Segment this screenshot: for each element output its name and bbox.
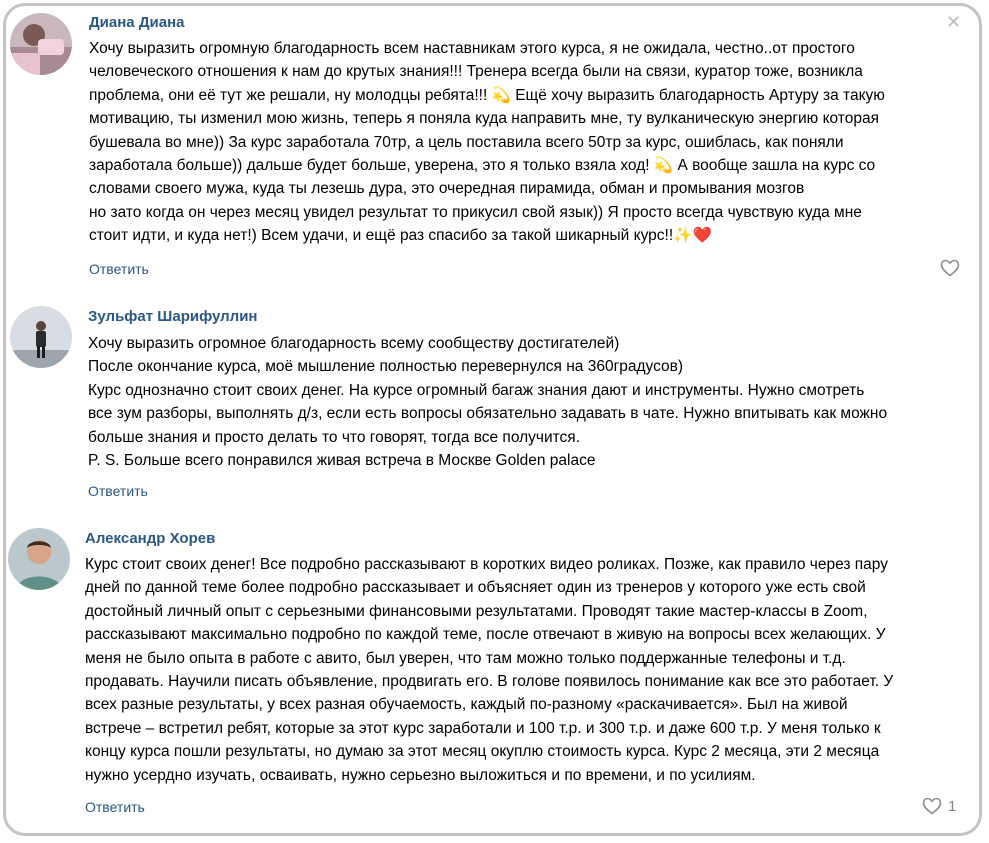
comment-line: продавать. Научили писать объявление, продвигать его. В голове появилось понимание как все это работает. У (85, 673, 894, 691)
comment-line: меня не было опыта в работе с авито, был уверен, что там можно только поддержанные телефоны и т.д. (85, 649, 846, 667)
like-button[interactable] (922, 797, 956, 815)
comment-line: нужно усердно изучать, осваивать, нужно серьезно выложиться и по времени, и по усилиям. (85, 766, 756, 784)
comment-line: стоит идти, и куда нет!) Всем удачи, и ещё раз спасибо за такой шикарный курс!!✨❤️ (89, 227, 712, 245)
comment-line: словами своего мужа, куда ты лезешь дура, это очередная пирамида, обман и промывания мозгов (89, 180, 805, 198)
comment-text (85, 553, 893, 787)
comment-line: После окончание курса, моё мышление полностью перевернулся на 360градусов) (88, 358, 684, 376)
comment-line: Хочу выразить огромное благодарность всему сообществу достигателей) (88, 335, 620, 352)
comment-line: всех разные результаты, у всех разная обучаемость, каждый по-разному «раскачивается». Был на живой (85, 696, 848, 714)
comment-author[interactable]: Зульфат Шарифуллин (88, 308, 258, 325)
comment-line: концу курса пошли результаты, но думаю за этот месяц окуплю стоимость курса. Курс 2 месяца, эти 2 месяца (85, 743, 880, 761)
comment-line: все зум разборы, выполнять д/з, если есть вопросы обязательно задавать в чате. Нужно впитывать как можно (88, 405, 888, 423)
avatar[interactable] (10, 13, 72, 75)
comment-line: бушевала во мне)) За курс заработала 70тр, а цель поставила всего 50тр за курс, ошиблась, как поняли (89, 133, 844, 151)
comment-text (88, 332, 887, 472)
comment-line: человеческого отношения к нам до крутых знания!!! Тренера всегда были на связи, куратор тоже, возникла (89, 63, 863, 81)
comment-line: заработала больше)) дальше будет больше, уверена, это я только взяла ход! 💫 А вообще зашла на курс со (89, 157, 876, 175)
comment-line: Хочу выразить огромную благодарность всем наставникам этого курса, я не ожидала, честно..от простого (89, 40, 855, 57)
reply-button[interactable]: Ответить (88, 483, 148, 499)
comment-line: достойный личный опыт с серьезными финансовыми результатами. Проводят такие мастер-классы в Zoom, (85, 602, 868, 620)
comment-text (89, 37, 885, 248)
reply-button[interactable]: Ответить (85, 799, 145, 815)
comment-line: встрече – встретил ребят, которые за этот курс заработали и 100 т.р. и 300 т.р. и даже 600 т.р. У меня только к (85, 719, 881, 737)
comment-line: дней по данной теме более подробно рассказывает и объясняет один из тренеров у которого уже есть свой (85, 579, 866, 597)
comment-line: но зато когда он через месяц увидел результат то прикусил свой язык)) Я просто всегда чувствую куда мне (89, 203, 862, 221)
heart-icon (940, 259, 960, 277)
comment-line: рассказывают максимально подробно по каждой теме, после отвечают в живую на вопросы всех желающих. У (85, 626, 886, 644)
comment-line: больше знания и просто делать то что говорят, тогда все получится. (88, 428, 581, 446)
comment-line: мотивацию, ты изменил мою жизнь, теперь я поняла куда направить мне, ту вулканическую энергию которая (89, 110, 879, 128)
avatar[interactable] (8, 528, 70, 590)
like-count: 1 (948, 797, 957, 815)
like-button[interactable] (940, 259, 966, 277)
close-icon[interactable]: ✕ (946, 12, 962, 32)
reply-button[interactable]: Ответить (89, 261, 149, 277)
comment-line: проблема, они её тут же решали, ну молодцы ребята!!! 💫 Ещё хочу выразить благодарность Артуру за такую (89, 86, 885, 104)
avatar[interactable] (10, 306, 72, 368)
comment-author[interactable]: Диана Диана (89, 14, 185, 31)
comment-line: Курс стоит своих денег! Все подробно рассказывают в коротких видео роликах. Позже, как правило через пару (85, 556, 888, 573)
heart-icon (922, 797, 942, 815)
comment-author[interactable]: Александр Хорев (85, 530, 216, 547)
comment-line: P. S. Больше всего понравился живая встреча в Москве Golden palace (88, 452, 596, 470)
comment-line: Курс однозначно стоит своих денег. На курсе огромный багаж знания дают и инструменты. Нужно смотреть (88, 381, 865, 399)
